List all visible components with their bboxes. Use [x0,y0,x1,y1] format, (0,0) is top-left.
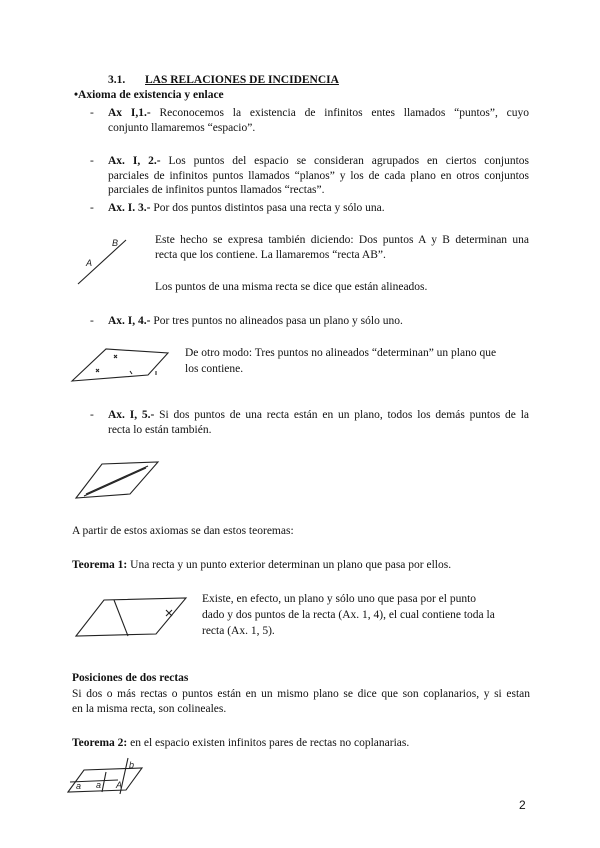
axiom-2-line-1: Los puntos del espacio se consideran agrupados en ciertos conjuntos [168,155,530,167]
ax3-note-line-1: Este hecho se expresa también diciendo: Dos puntos A y B determinan una [155,234,529,246]
axiom-4-line-1: Por tres puntos no alineados pasa un plano y sólo uno. [153,315,403,327]
theorem-2-text: en el espacio existen infinitos pares de rectas no coplanarias. [130,737,410,749]
axiom-5 [108,408,529,437]
plane-with-line-figure [72,458,162,502]
axiom-1-bullet: - [90,107,94,119]
theorem-1 [72,558,451,572]
axiom-5-label: Ax. I, 5.- [108,409,155,421]
axiom-5-line-2: recta lo están también. [108,423,212,436]
theorem-1-text: Una recta y un punto exterior determinan un plano que pasa por ellos. [130,559,452,571]
point-2 [96,369,99,372]
theorem-1-explanation-line-1: Existe, en efecto, un plano y sólo uno que pasa por el punto [202,593,477,605]
theorem-1-explanation-line-2: dado y dos puntos de la recta (Ax. 1, 4), el cual contiene toda la [202,609,495,621]
theorem-1-label: Teorema 1: [72,559,128,571]
point-1 [114,355,117,358]
page-number: 2 [519,798,526,812]
point-3 [130,371,132,374]
point-b-label: B [112,238,119,248]
positions-line-2: en la misma recta, son colineales. [72,702,227,715]
theorems-intro: A partir de estos axiomas se dan estos teoremas: [72,525,294,537]
section-number: 3.1. [108,74,126,86]
line-in-plane [114,600,128,636]
axioms-heading: •Axioma de existencia y enlace [74,89,224,101]
line-ab-figure [72,234,132,290]
axiom-2 [108,154,529,198]
ax3-note-line-2: recta que los contiene. La llamaremos “recta AB”. [155,248,386,261]
axiom-3-bullet: - [90,202,94,214]
axiom-1-line-2: conjunto llamaremos “espacio”. [108,121,256,134]
positions-text [72,687,530,716]
skew-lines-figure [66,758,146,798]
plane-line-point-figure [74,596,188,640]
axiom-2-line-2: parciales de infinitos puntos llamados “planos” y los de cada plano en otros conjuntos [108,169,529,182]
ax3-note [155,233,529,262]
ax3-note-collinear: Los puntos de una misma recta se dice que están alineados. [155,281,428,293]
axiom-3-label: Ax. I. 3.- [108,202,151,214]
section-title: LAS RELACIONES DE INCIDENCIA [145,74,339,86]
axiom-4-bullet: - [90,315,94,327]
theorem-2-label: Teorema 2: [72,737,128,749]
axiom-1-line-1: Reconocemos la existencia de infinitos entes llamados “puntos”, cuyo [159,107,529,119]
plane-three-points-figure [70,345,170,385]
ax4-note-line-1: De otro modo: Tres puntos no alineados “determinan” un plano que [185,347,497,359]
axiom-4-label: Ax. I, 4.- [108,315,151,327]
contained-line [86,466,148,494]
axiom-2-bullet: - [90,155,94,167]
section-heading [108,73,339,87]
point-a-label-2: A [116,780,123,790]
ax4-note-line-2: los contiene. [185,363,244,375]
axiom-5-line-1: Si dos puntos de una recta están en un plano, todos los demás puntos de la [159,409,529,421]
axiom-1 [108,106,529,135]
axiom-1-label: Ax I,1.- [108,107,151,119]
exterior-point [166,610,172,616]
axiom-4 [108,314,403,328]
point-a-label: A [86,258,93,268]
theorem-2 [72,736,409,750]
axiom-3-line-1: Por dos puntos distintos pasa una recta y sólo una. [153,202,385,214]
axiom-2-line-3: parciales de infinitos puntos llamados “rectas”. [108,184,325,197]
line-a-label-2: a [96,780,102,790]
line-b-label: b [129,760,135,770]
line-crossing [102,772,106,792]
theorem-1-explanation-line-3: recta (Ax. 1, 5). [202,625,275,637]
positions-line-1: Si dos o más rectas o puntos están en un mismo plano se dice que son coplanarios, y si estan [72,688,530,700]
axiom-3 [108,201,385,215]
plane [72,349,168,381]
line-a-label: a [76,781,82,791]
contained-line-shadow [84,468,146,496]
positions-heading: Posiciones de dos rectas [72,672,189,684]
axiom-2-label: Ax. I, 2.- [108,155,161,167]
plane [76,598,186,636]
axiom-5-bullet: - [90,409,94,421]
